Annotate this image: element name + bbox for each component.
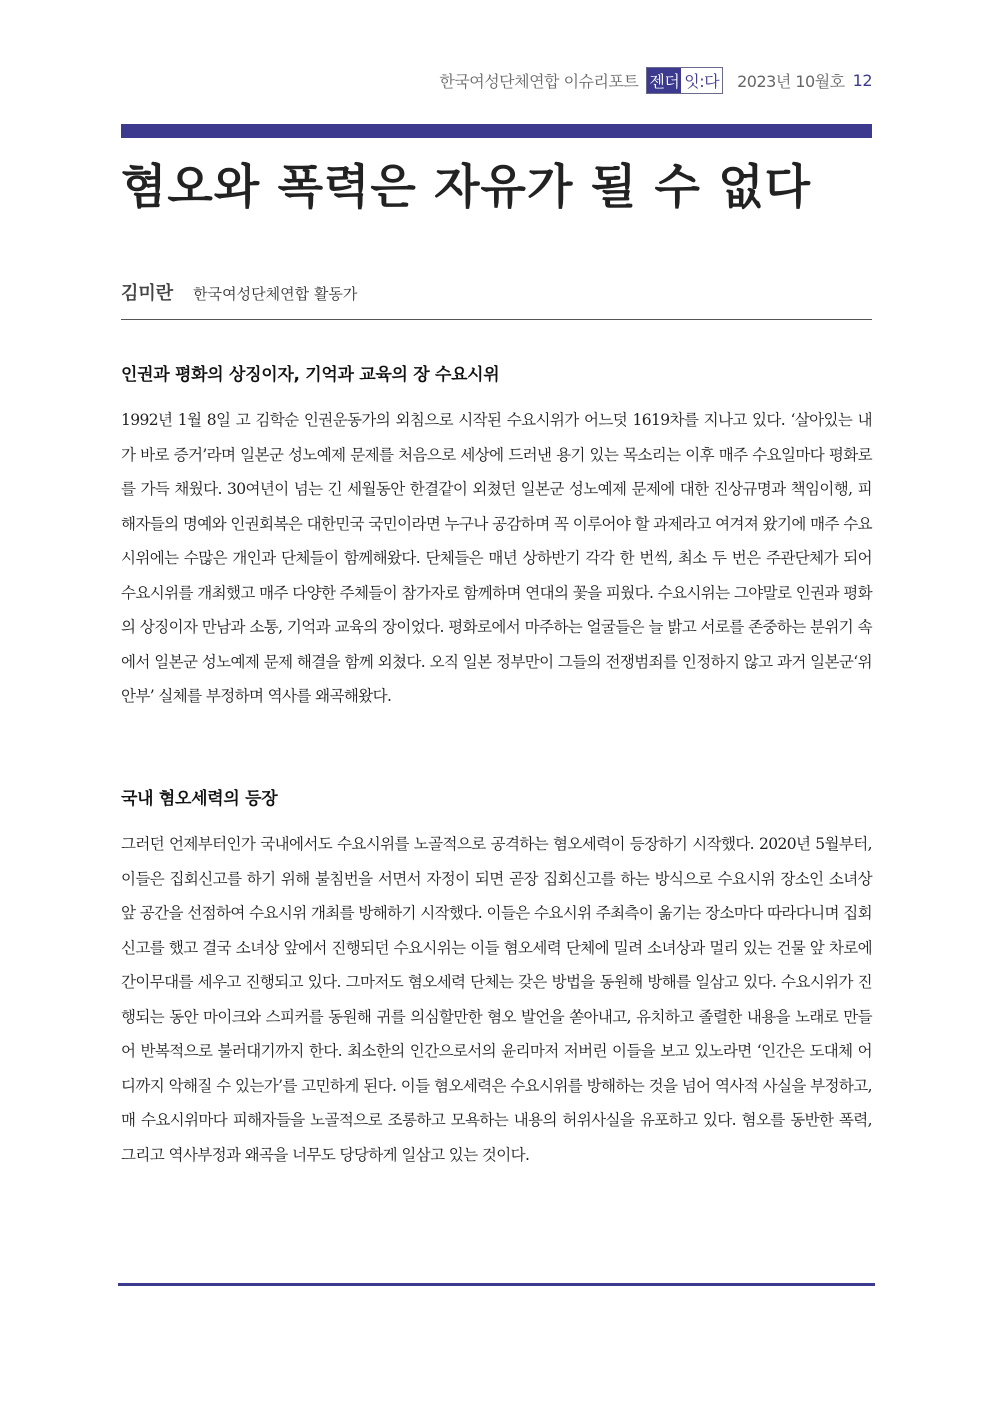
author-divider [121, 319, 872, 320]
brand-logo-part2: 잇:다 [684, 71, 720, 91]
article-title: 혐오와 폭력은 자유가 될 수 없다 [121, 160, 812, 215]
section-2 [121, 784, 872, 1172]
author-line [121, 279, 357, 305]
section-body: 1992년 1월 8일 고 김학순 인권운동가의 외침으로 시작된 수요시위가 어느덧 1619차를 지나고 있다. ‘살아있는 내가 바로 증거’라며 일본군 성노예제 문제를 처음으로 세상에 드러낸 용기 있는 목소리는 이후 매주 수요일마다 평화로를 가득 채웠다. 30여년이 넘는 긴 세월동안 한결같이 외쳤던 일본군 성노예제 문제에 대한 진상규명과 책임이행, 피해자들의 명예와 인권회복은 대한민국 국민이라면 누구나 공감하며 꼭 이루어야 할 과제라고 여겨져 왔기에 매주 수요시위에는 수많은 개인과 단체들이 함께해왔다. 단체들은 매년 상하반기 각각 한 번씩, 최소 두 번은 주관단체가 되어 수요시위를 개최했고 매주 다양한 주체들이 참가자로 함께하며 연대의 꽃을 피웠다. 수요시위는 그야말로 인권과 평화의 상징이자 만남과 소통, 기억과 교육의 장이었다. 평화로에서 마주하는 얼굴들은 늘 밝고 서로를 존중하는 분위기 속에서 일본군 성노예제 문제 해결을 함께 외쳤다. 오직 일본 정부만이 그들의 전쟁범죄를 인정하지 않고 과거 일본군‘위안부’ 실체를 부정하며 역사를 왜곡해왔다. [121, 411, 872, 705]
footer-rule [118, 1283, 875, 1286]
page-number: 12 [852, 70, 872, 90]
brand-logo-part1: 젠더 [647, 68, 681, 93]
section-heading: 국내 혐오세력의 등장 [121, 789, 278, 809]
page-header [439, 66, 872, 94]
section-body: 그러던 언제부터인가 국내에서도 수요시위를 노골적으로 공격하는 혐오세력이 등장하기 시작했다. 2020년 5월부터, 이들은 집회신고를 하기 위해 불침번을 서면서 자정이 되면 곧장 집회신고를 하는 방식으로 수요시위 장소인 소녀상 앞 공간을 선점하여 수요시위 개최를 방해하기 시작했다. 이들은 수요시위 주최측이 옮기는 장소마다 따라다니며 집회 신고를 했고 결국 소녀상 앞에서 진행되던 수요시위는 이들 혐오세력 단체에 밀려 소녀상과 멀리 있는 건물 앞 차로에 간이무대를 세우고 진행되고 있다. 그마저도 혐오세력 단체는 갖은 방법을 동원해 방해를 일삼고 있다. 수요시위가 진행되는 동안 마이크와 스피커를 동원해 귀를 의심할만한 혐오 발언을 쏟아내고, 유치하고 졸렬한 내용을 노래로 만들어 반복적으로 불러대기까지 한다. 최소한의 인간으로서의 윤리마저 저버린 이들을 보고 있노라면 ‘인간은 도대체 어디까지 악해질 수 있는가’를 고민하게 된다. 이들 혐오세력은 수요시위를 방해하는 것을 넘어 역사적 사실을 부정하고, 매 수요시위마다 피해자들을 노골적으로 조롱하고 모욕하는 내용의 허위사실을 유포하고 있다. 혐오를 동반한 폭력, 그리고 역사부정과 왜곡을 너무도 당당하게 일삼고 있는 것이다. [121, 835, 872, 1164]
issue-date: 2023년 10월호 [737, 71, 845, 91]
report-series-label: 한국여성단체연합 이슈리포트 [439, 71, 639, 91]
brand-logo [646, 67, 723, 94]
section-1 [121, 360, 872, 714]
section-heading: 인권과 평화의 상징이자, 기억과 교육의 장 수요시위 [121, 365, 500, 385]
title-accent-bar [121, 124, 872, 138]
author-name: 김미란 [121, 283, 174, 304]
author-role: 한국여성단체연합 활동가 [193, 285, 358, 303]
